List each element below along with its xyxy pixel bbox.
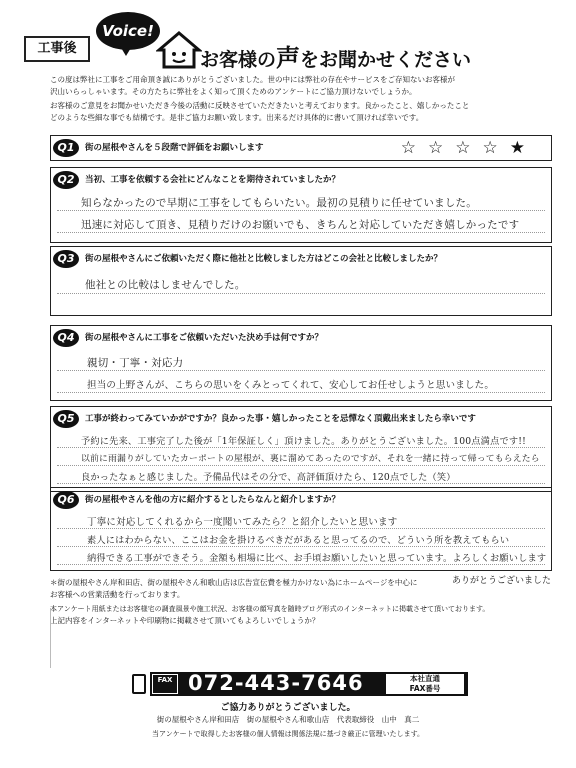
question-box-q1 (50, 135, 552, 161)
house-icon (156, 30, 202, 70)
fax-direct-line-2: FAX番号 (409, 684, 441, 693)
question-box-q4 (50, 325, 552, 401)
question-number: Q5 (53, 410, 79, 428)
question-box-q3 (50, 246, 552, 316)
note-line-1: ＊街の屋根やさん岸和田店、街の屋根やさん和歌山店は広告宣伝費を極力かけない為にホームページを中心に (50, 578, 418, 587)
answer-line: 丁寧に対応してくれるから一度聞いてみたら？と紹介したいと思います (87, 517, 398, 528)
answer-line: 予約に先来、工事完了した後が「1年保証しく」頂けました。ありがとうございました。100点満点です!! (81, 436, 527, 447)
question-header (51, 326, 551, 350)
intro-line-2: 沢山いらっしゃいます。その方たちに弊社をよく知って頂くためのアンケートにご協力頂けないでしょうか。 (50, 87, 417, 96)
company-name: 街の屋根やさん岸和田店 街の屋根やさん和歌山店 代表取締役 山中 真二 (156, 715, 420, 724)
fax-label: FAX (152, 674, 178, 694)
answer-line: 納得できる工事ができそう。金額も相場に比べ、お手頃お願いしたいと思っています。よろしくお願いします (87, 553, 547, 564)
intro-line-1: この度は弊社に工事をご用命頂き誠にありがとうございました。世の中には弊社の存在やサービスをご存知ないお客様が (50, 75, 455, 84)
answer-line: 素人にはわからない、ここはお金を掛けるべきだがあると思ってるので、どういう所を教えてもらい (87, 535, 510, 546)
answer-rule (57, 210, 545, 211)
question-text: 街の屋根やさんに工事をご依頼いただいた決め手は何ですか？ (85, 333, 324, 343)
question-number: Q4 (53, 329, 79, 347)
answer-rule (57, 293, 545, 294)
thanks-message: ご協力ありがとうございました。 (220, 703, 356, 713)
question-text: 街の屋根やさんを５段階で評価をお願いします (85, 143, 264, 153)
answer-line: 良かったなぁと感じました。予備品代はその分で、高評価頂けたら、120点でした（笑） (81, 472, 456, 483)
question-text: 当初、工事を依頼する会社にどんなことを期待されていましたか？ (85, 175, 341, 185)
note-line-3: 本アンケート用紙またはお客様宅の調査風景や施工状況、お客様の顔写真を随時ブログ形式のインターネットに掲載させて頂いております。 (50, 605, 490, 613)
note-line-2: お客様への営業活動を行っております。 (50, 590, 185, 599)
answer-rule (57, 564, 545, 565)
fax-direct-label (386, 674, 464, 694)
speech-bubble-tail (120, 46, 132, 56)
fax-direct-line-1: 本社直通 (410, 674, 440, 683)
star-icon-filled: ★ (509, 138, 537, 158)
question-number: Q6 (53, 491, 79, 509)
margin-line (50, 608, 51, 668)
note-line-4: 上記内容をインターネットや印刷物に掲載させて頂いてもよろしいでしょうか？ (50, 616, 320, 625)
page-title: お客様の声をお聞かせください (200, 44, 472, 72)
star-icon: ☆ (482, 138, 510, 158)
handwritten-thanks-note: ありがとうございました (452, 576, 552, 586)
answer-line: 以前に雨漏りがしていたカーポートの屋根が、裏に溜めてあったのですが、それを一緒に持って帰ってもらえたら (81, 454, 540, 464)
question-header (51, 488, 551, 512)
answer-line: 親切・丁寧・対応力 (87, 357, 184, 369)
fax-number: 072-443-7646 (188, 671, 364, 695)
question-text: 街の屋根やさんを他の方に紹介するとしたらなんと紹介しますか？ (85, 495, 341, 505)
question-box-q2 (50, 167, 552, 243)
star-icon: ☆ (400, 138, 428, 158)
privacy-note: 当アンケートで取得したお客様の個人情報は関係法規に基づき厳正に管理いたします。 (151, 730, 425, 738)
star-icon: ☆ (428, 138, 456, 158)
answer-rule (57, 232, 545, 233)
question-number: Q2 (53, 171, 79, 189)
answer-rule (57, 483, 545, 484)
question-text: 街の屋根やさんにご依頼いただく際に他社と比較しました方はどこの会社と比較しましたか？ (85, 254, 443, 264)
answer-rule (57, 528, 545, 529)
answer-line: 担当の上野さんが、こちらの思いをくみとってくれて、安心してお任せしようと思いました。 (87, 380, 495, 391)
answer-rule (57, 370, 545, 371)
answer-rule (57, 392, 545, 393)
fax-machine-icon (132, 674, 146, 694)
question-header (51, 407, 551, 431)
question-number: Q3 (53, 250, 79, 268)
voice-speech-bubble: Voice! (96, 12, 160, 50)
question-header (51, 168, 551, 192)
intro-line-4: どのような些細な事でも結構です。是非ご協力お願い致します。出来るだけ具体的に書いて頂ければ幸いです。 (50, 113, 424, 122)
answer-line: 他社との比較はしませんでした。 (85, 279, 246, 291)
question-header (51, 247, 551, 271)
answer-rule (57, 465, 545, 466)
intro-line-3: お客様のご意見をお聞かせいただき今後の活動に反映させていただきたいと考えております。良かったこと、嬉しかったこと (50, 101, 470, 110)
question-text: 工事が終わってみていかがですか？良かった事・嬉しかったことを忌憚なく頂戴出来ましたら幸いです (85, 414, 476, 424)
answer-line: 知らなかったので早期に工事をしてもらいたい。最初の見積りに任せていました。 (81, 197, 477, 209)
question-box-q5 (50, 406, 552, 492)
star-icon: ☆ (455, 138, 483, 158)
answer-rule (57, 546, 545, 547)
answer-line: 迅速に対応して頂き、見積りだけのお願いでも、きちんと対応していただき嬉しかったです (81, 219, 520, 231)
after-construction-badge: 工事後 (24, 36, 90, 62)
question-box-q6 (50, 487, 552, 571)
star-rating (401, 138, 537, 158)
question-number: Q1 (53, 139, 79, 157)
answer-rule (57, 447, 545, 448)
